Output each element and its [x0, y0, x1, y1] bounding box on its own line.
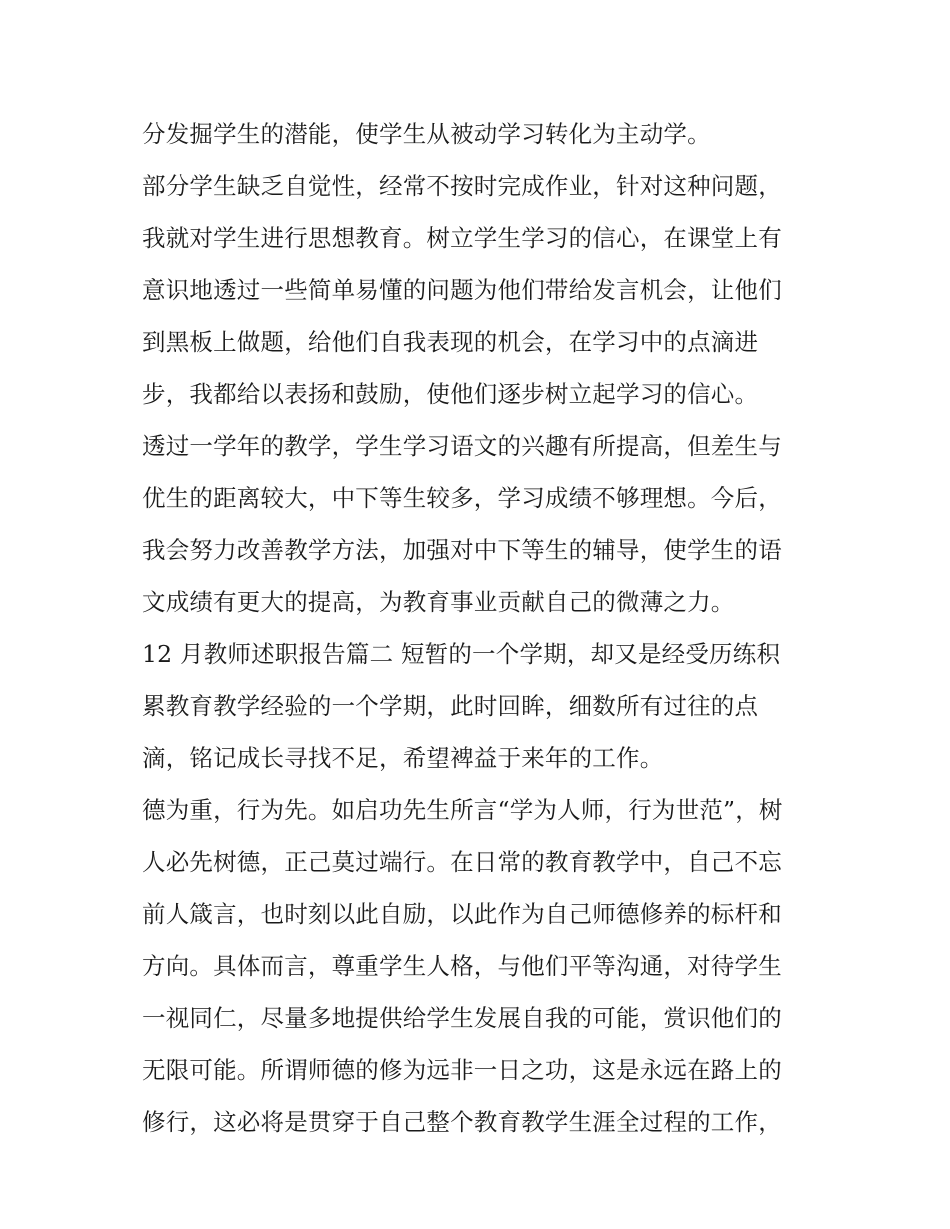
- text-line: 透过一学年的教学，学生学习语文的兴趣有所提高，但差生与: [142, 432, 782, 460]
- text-line: 方向。具体而言，尊重学生人格，与他们平等沟通，对待学生: [142, 952, 782, 980]
- text-line: 滴，铭记成长寻找不足，希望裨益于来年的工作。: [142, 744, 664, 772]
- text-line: 修行，这必将是贯穿于自己整个教育教学生涯全过程的工作，: [142, 1108, 782, 1136]
- document-page: [142, 108, 822, 1148]
- text-line: 一视同仁，尽量多地提供给学生发展自我的可能，赏识他们的: [142, 1004, 782, 1032]
- text-line: 步，我都给以表扬和鼓励，使他们逐步树立起学习的信心。: [142, 380, 759, 408]
- text-line: 优生的距离较大，中下等生较多，学习成绩不够理想。今后，: [142, 484, 782, 512]
- text-line: 我会努力改善教学方法，加强对中下等生的辅导，使学生的语: [142, 536, 782, 564]
- text-line: 德为重，行为先。如启功先生所言“学为人师，行为世范”，树: [142, 796, 783, 824]
- text-line: 人必先树德，正己莫过端行。在日常的教育教学中，自己不忘: [142, 848, 782, 876]
- text-line: 累教育教学经验的一个学期，此时回眸，细数所有过往的点: [142, 692, 759, 720]
- text-line: 无限可能。所谓师德的修为远非一日之功，这是永远在路上的: [142, 1056, 782, 1084]
- text-line: 到黑板上做题，给他们自我表现的机会，在学习中的点滴进: [142, 328, 759, 356]
- text-line: 意识地透过一些简单易懂的问题为他们带给发言机会，让他们: [142, 276, 782, 304]
- text-line: 部分学生缺乏自觉性，经常不按时完成作业，针对这种问题，: [142, 172, 782, 200]
- text-line: 分发掘学生的潜能，使学生从被动学习转化为主动学。: [142, 120, 711, 148]
- text-line: 我就对学生进行思想教育。树立学生学习的信心，在课堂上有: [142, 224, 782, 252]
- text-line: 12 月教师述职报告篇二 短暂的一个学期，却又是经受历练积: [142, 640, 781, 668]
- text-line: 文成绩有更大的提高，为教育事业贡献自己的微薄之力。: [142, 588, 735, 616]
- text-line: 前人箴言，也时刻以此自励，以此作为自己师德修养的标杆和: [142, 900, 782, 928]
